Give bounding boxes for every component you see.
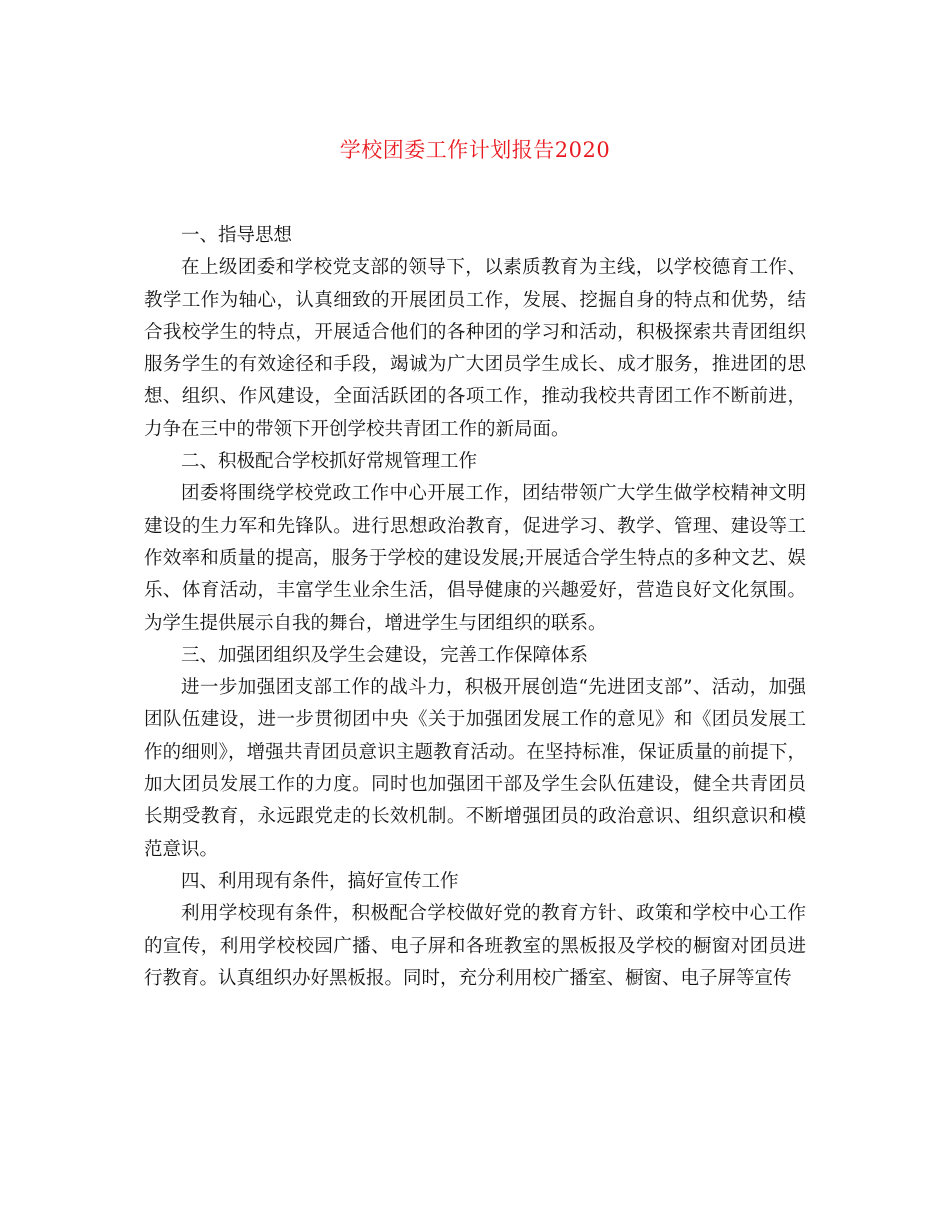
section-paragraph-4: 利用学校现有条件，积极配合学校做好党的教育方针、政策和学校中心工作的宣传，利用学校校园广播、电子屏和各班教室的黑板报及学校的橱窗对团员进行教育。认真组织办好黑板报。同时，充分利用校广播室、橱窗、电子屏等宣传 (144, 903, 806, 989)
section-paragraph-1: 在上级团委和学校党支部的领导下，以素质教育为主线，以学校德育工作、教学工作为轴心，认真细致的开展团员工作，发展、挖掘自身的特点和优势，结合我校学生的特点，开展适合他们的各种团的学习和活动，积极探索共青团组织服务学生的有效途径和手段，竭诚为广大团员学生成长、成才服务，推进团的思想、组织、作风建设，全面活跃团的各项工作，推动我校共青团工作不断前进，力争在三中的带领下开创学校共青团工作的新局面。 (144, 257, 806, 440)
section-heading-3: 三、加强团组织及学生会建设，完善工作保障体系 (181, 644, 589, 666)
section-heading-1: 一、指导思想 (181, 225, 293, 246)
section-paragraph-3: 进一步加强团支部工作的战斗力，积极开展创造“先进团支部”、活动，加强团队伍建设，进一步贯彻团中央《关于加强团发展工作的意见》和《团员发展工作的细则》，增强共青团员意识主题教育活动。在坚持标准，保证质量的前提下，加大团员发展工作的力度。同时也加强团干部及学生会队伍建设，健全共青团员长期受教育，永远跟党走的长效机制。不断增强团员的政治意识、组织意识和模范意识。 (144, 677, 806, 860)
document-body (144, 220, 806, 995)
document-title: 学校团委工作计划报告2020 (339, 138, 611, 162)
section-heading-4: 四、利用现有条件，搞好宣传工作 (181, 870, 459, 892)
section-paragraph-2: 团委将围绕学校党政工作中心开展工作，团结带领广大学生做学校精神文明建设的生力军和先锋队。进行思想政治教育，促进学习、教学、管理、建设等工作效率和质量的提高，服务于学校的建设发展;开展适合学生特点的多种文艺、娱乐、体育活动，丰富学生业余生活，倡导健康的兴趣爱好，营造良好文化氛围。为学生提供展示自我的舞台，增进学生与团组织的联系。 (144, 483, 806, 634)
section-heading-2: 二、积极配合学校抓好常规管理工作 (181, 451, 478, 473)
